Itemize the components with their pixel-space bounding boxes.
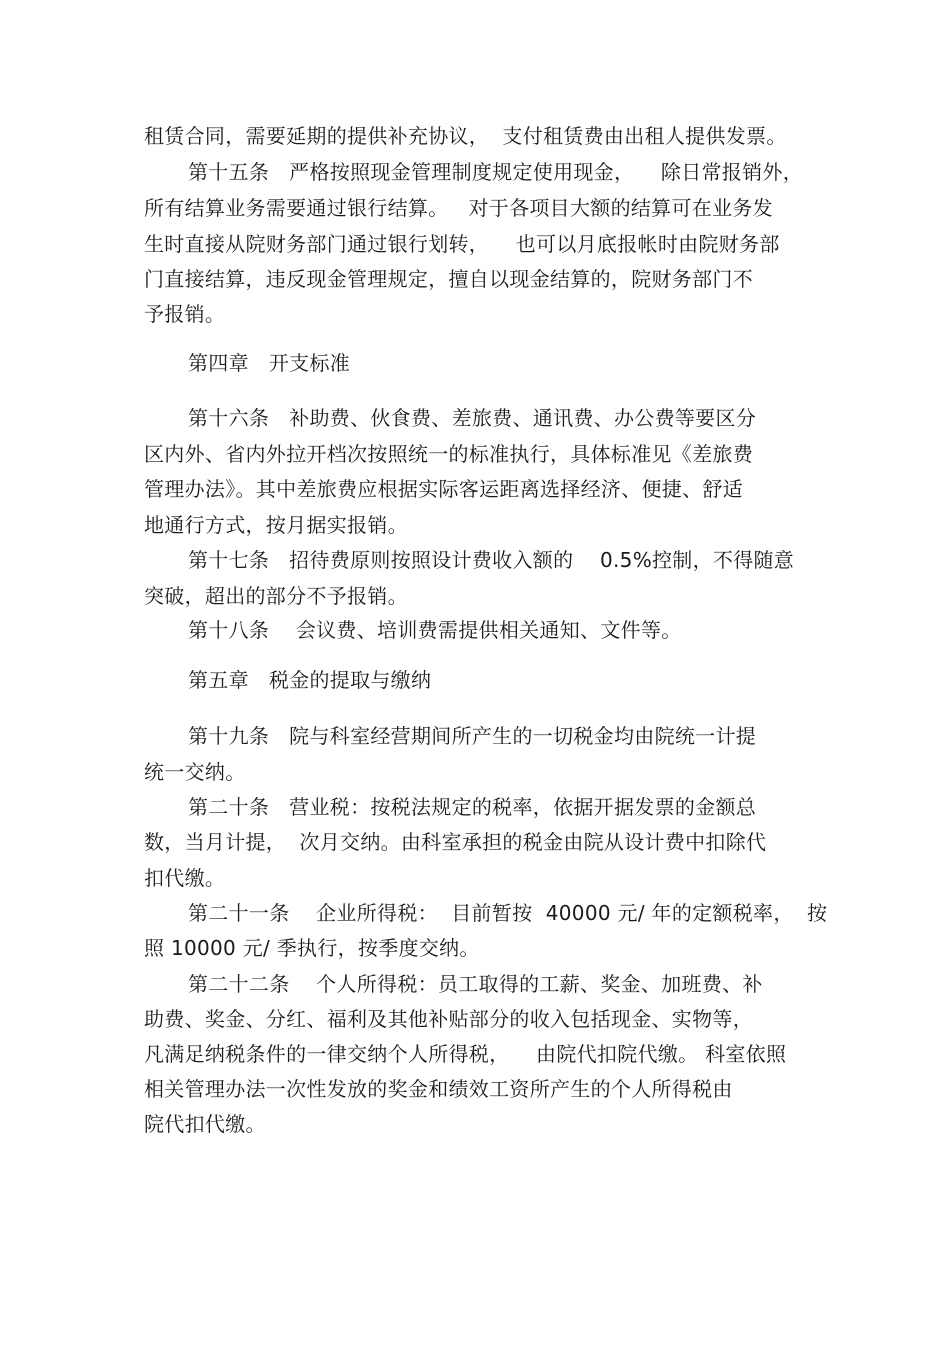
article-18-line: 第十八条 会议费、培训费需提供相关通知、文件等。	[188, 618, 682, 642]
text-line: 统一交纳。	[144, 760, 246, 784]
article-19-line: 第十九条 院与科室经营期间所产生的一切税金均由院统一计提	[188, 724, 757, 748]
article-17-line: 第十七条 招待费原则按照设计费收入额的 0.5%控制，不得随意	[188, 548, 795, 572]
text-line: 凡满足纳税条件的一律交纳个人所得税， 由院代扣院代缴。 科室依照	[144, 1042, 787, 1066]
text-line: 所有结算业务需要通过银行结算。 对于各项目大额的结算可在业务发	[144, 196, 773, 220]
article-16-line: 第十六条 补助费、伙食费、差旅费、通讯费、办公费等要区分	[188, 406, 757, 430]
text-line: 照 10000 元/ 季执行，按季度交纳。	[144, 936, 480, 960]
text-line: 院代扣代缴。	[144, 1112, 266, 1136]
chapter-4-heading: 第四章 开支标准	[188, 351, 351, 375]
text-line: 管理办法》。其中差旅费应根据实际客运距离选择经济、便捷、舒适	[144, 477, 743, 501]
chapter-5-heading: 第五章 税金的提取与缴纳	[188, 668, 432, 692]
text-line: 助费、奖金、分红、福利及其他补贴部分的收入包括现金、实物等，	[144, 1007, 753, 1031]
text-line: 突破，超出的部分不予报销。	[144, 584, 408, 608]
article-22-line: 第二十二条 个人所得税：员工取得的工薪、奖金、加班费、补	[188, 972, 763, 996]
text-line: 租赁合同，需要延期的提供补充协议， 支付租赁费由出租人提供发票。	[144, 124, 787, 148]
text-line: 数，当月计提， 次月交纳。由科室承担的税金由院从设计费中扣除代	[144, 830, 767, 854]
text-line: 区内外、省内外拉开档次按照统一的标准执行，具体标准见《差旅费	[144, 442, 753, 466]
article-20-line: 第二十条 营业税：按税法规定的税率，依据开据发票的金额总	[188, 795, 757, 819]
text-line: 相关管理办法一次性发放的奖金和绩效工资所产生的个人所得税由	[144, 1077, 733, 1101]
text-line: 地通行方式，按月据实报销。	[144, 513, 408, 537]
text-line: 生时直接从院财务部门通过银行划转， 也可以月底报帐时由院财务部	[144, 232, 780, 256]
article-15-line: 第十五条 严格按照现金管理制度规定使用现金， 除日常报销外，	[188, 160, 804, 184]
article-21-line: 第二十一条 企业所得税： 目前暂按 40000 元/ 年的定额税率， 按	[188, 901, 828, 925]
text-line: 予报销。	[144, 302, 226, 326]
text-line: 扣代缴。	[144, 866, 226, 890]
text-line: 门直接结算，违反现金管理规定，擅自以现金结算的，院财务部门不	[144, 267, 753, 291]
